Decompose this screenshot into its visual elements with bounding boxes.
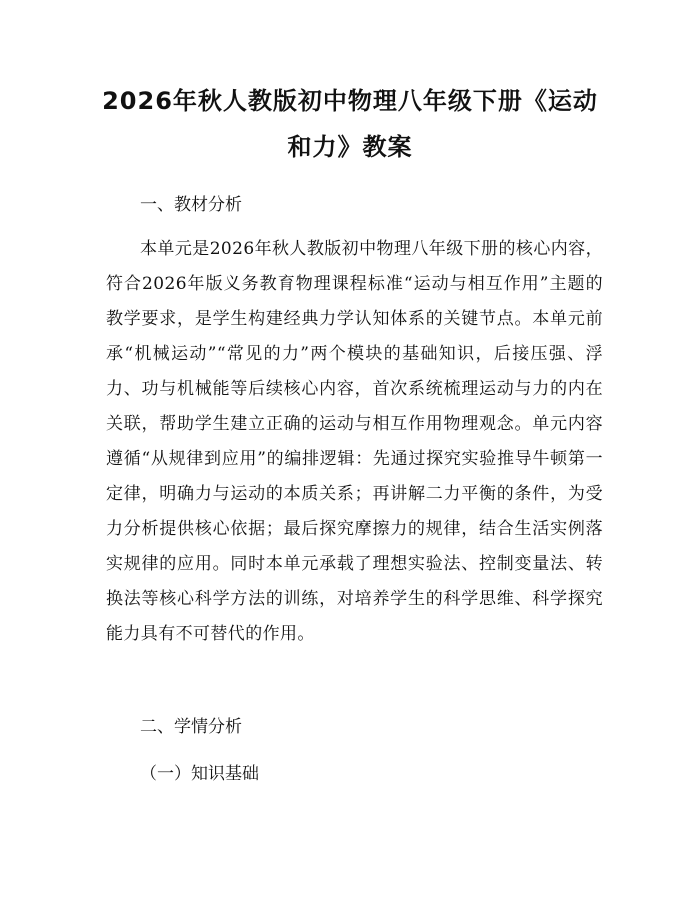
- section-heading-textbook-analysis: 一、教材分析: [140, 195, 242, 215]
- document-title: 2026年秋人教版初中物理八年级下册《运动和力》教案: [102, 87, 598, 161]
- section-paragraph-textbook-analysis: 本单元是2026年秋人教版初中物理八年级下册的核心内容，符合2026年版义务教育物理课程标准“运动与相互作用”主题的教学要求，是学生构建经典力学认知体系的关键节点。本单元前承“机械运动”“常见的力”两个模块的基础知识，后接压强、浮力、功与机械能等后续核心内容，首次系统梳理运动与力的内在关联，帮助学生建立正确的运动与相互作用物理观念。单元内容遵循“从规律到应用”的编排逻辑：先通过探究实验推导牛顿第一定律，明确力与运动的本质关系；再讲解二力平衡的条件，为受力分析提供核心依据；最后探究摩擦力的规律，结合生活实例落实规律的应用。同时本单元承载了理想实验法、控制变量法、转换法等核心科学方法的训练，对培养学生的科学思维、科学探究能力具有不可替代的作用。: [106, 239, 603, 644]
- subsection-heading-knowledge-base: （一）知识基础: [140, 764, 259, 784]
- section-heading-student-analysis: 二、学情分析: [140, 717, 242, 737]
